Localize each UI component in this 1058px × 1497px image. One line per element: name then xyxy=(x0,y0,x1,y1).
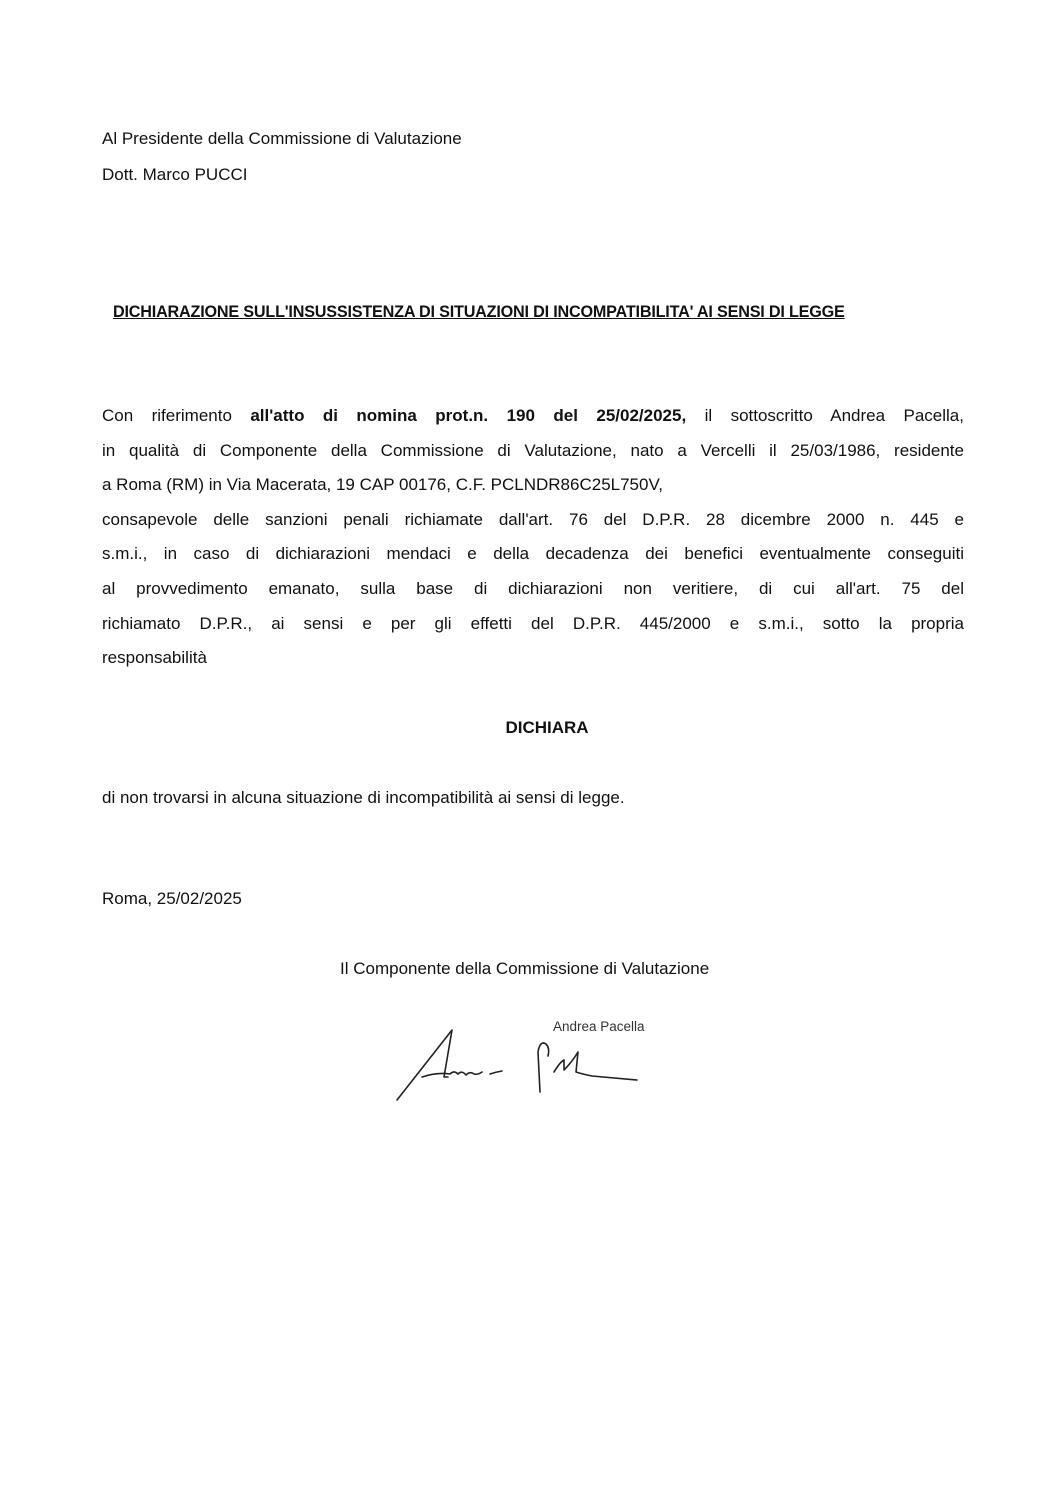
body-paragraph xyxy=(102,399,964,676)
recipient-line-2: Dott. Marco PUCCI xyxy=(102,165,248,184)
body-line: a Roma (RM) in Via Macerata, 19 CAP 00176, C.F. PCLNDR86C25L750V, xyxy=(102,475,663,495)
declaration-heading: DICHIARA xyxy=(505,718,589,737)
body-line: s.m.i., in caso di dichiarazioni mendaci e della decadenza dei benefici eventualmente conseguiti xyxy=(102,544,964,564)
body-line: responsabilità xyxy=(102,648,207,668)
handwritten-signature-icon xyxy=(392,1022,652,1107)
intro-bold-reference: all'atto di nomina prot.n. 190 del 25/02/2025, xyxy=(250,406,687,425)
document-title: DICHIARAZIONE SULL'INSUSSISTENZA DI SITUAZIONI DI INCOMPATIBILITA' AI SENSI DI LEGGE xyxy=(113,303,845,321)
intro-suffix: il sottoscritto Andrea Pacella, xyxy=(686,406,964,425)
recipient-line-1: Al Presidente della Commissione di Valutazione xyxy=(102,129,462,148)
body-line: consapevole delle sanzioni penali richiamate dall'art. 76 del D.P.R. 28 dicembre 2000 n. 445 e xyxy=(102,509,964,529)
body-line-intro xyxy=(102,399,964,434)
intro-prefix: Con riferimento xyxy=(102,406,251,425)
signature-role: Il Componente della Commissione di Valutazione xyxy=(340,959,710,978)
body-line: richiamato D.P.R., ai sensi e per gli effetti del D.P.R. 445/2000 e s.m.i., sotto la propria xyxy=(102,613,964,633)
place-date: Roma, 25/02/2025 xyxy=(102,889,242,908)
declaration-text: di non trovarsi in alcuna situazione di incompatibilità ai sensi di legge. xyxy=(102,788,625,807)
body-line: al provvedimento emanato, sulla base di dichiarazioni non veritiere, di cui all'art. 75 del xyxy=(102,578,964,598)
signature-name-stamp: Andrea Pacella xyxy=(553,1019,645,1034)
body-line: in qualità di Componente della Commissione di Valutazione, nato a Vercelli il 25/03/1986, residente xyxy=(102,440,964,460)
